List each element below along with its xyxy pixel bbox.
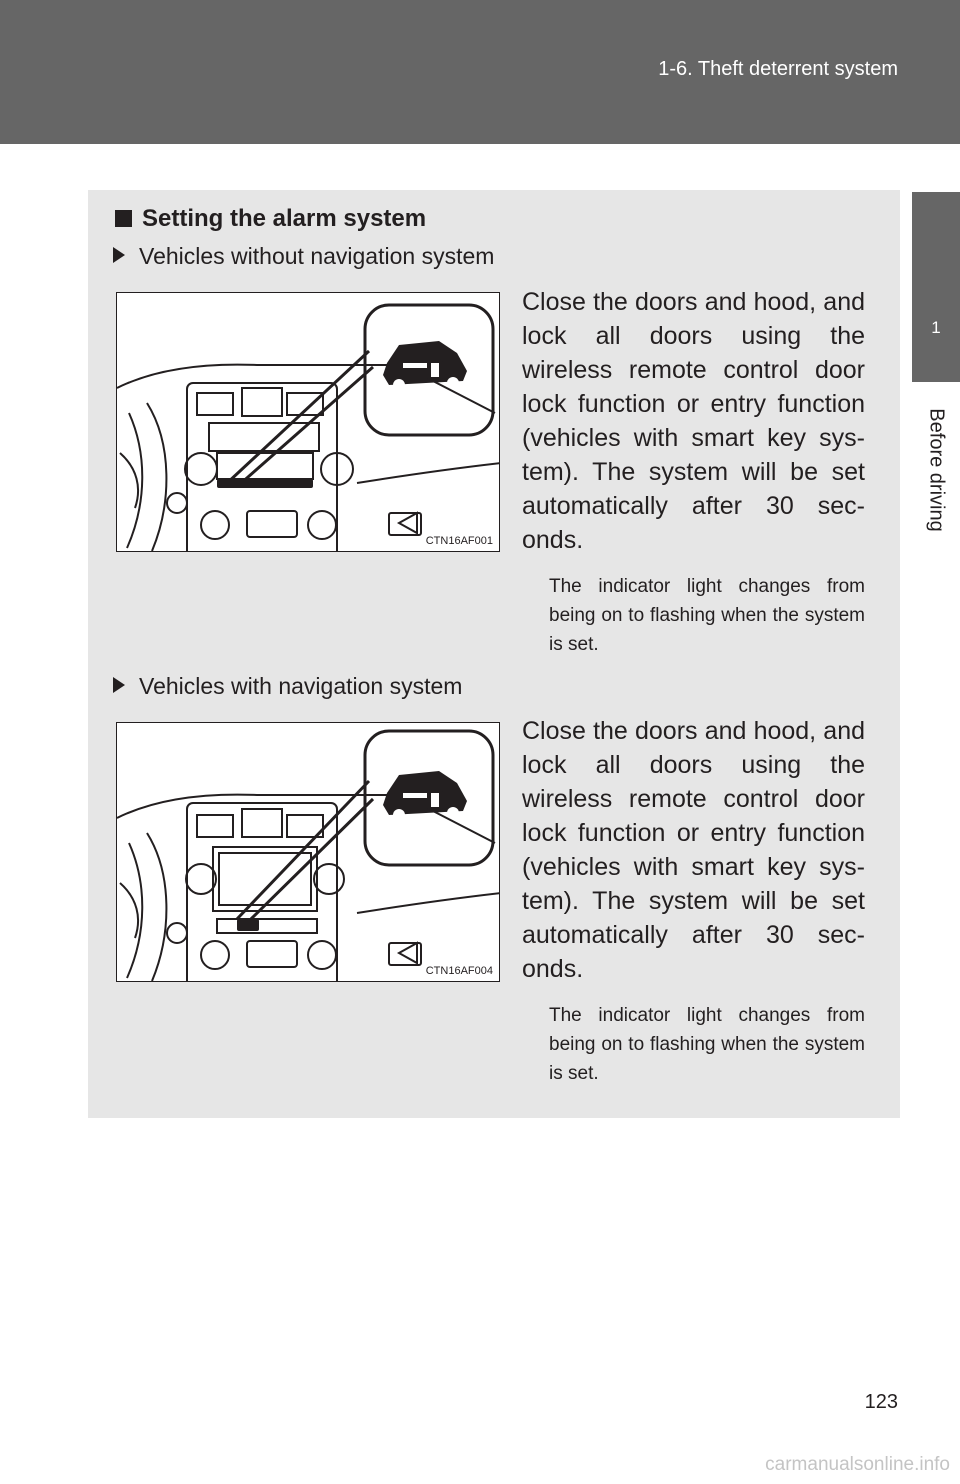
section-title bbox=[115, 205, 426, 233]
dashboard-illustration-with-nav bbox=[116, 722, 500, 982]
subheading-with-nav bbox=[113, 673, 462, 700]
subheading-text: Vehicles without navigation system bbox=[139, 243, 495, 269]
watermark: carmanualsonline.info bbox=[765, 1454, 950, 1475]
figure-code: CTN16AF001 bbox=[425, 535, 493, 547]
subheading-text: Vehicles with navigation system bbox=[139, 673, 463, 699]
indicator-note-without-nav: The indicator light changes from being on to flashing when the system is set. bbox=[549, 576, 865, 655]
triangle-bullet-icon bbox=[113, 247, 125, 263]
figure-code: CTN16AF004 bbox=[425, 965, 493, 977]
section-breadcrumb: 1-6. Theft deterrent system bbox=[658, 58, 898, 80]
chapter-tab bbox=[912, 192, 960, 382]
square-bullet-icon bbox=[115, 210, 132, 227]
instruction-text-with-nav: Close the doors and hood, and lock all doors using the wireless remote control door lock function or entry function (vehicles with smart key sys- tem). The system will be set automatically after 30 sec- onds. bbox=[522, 717, 865, 983]
indicator-note-with-nav: The indicator light changes from being on to flashing when the system is set. bbox=[549, 1005, 865, 1084]
instruction-text-without-nav: Close the doors and hood, and lock all doors using the wireless remote control door lock function or entry function (vehicles with smart key sys- tem). The system will be set automatically after 30 sec- onds. bbox=[522, 288, 865, 554]
triangle-bullet-icon bbox=[113, 677, 125, 693]
section-title-text: Setting the alarm system bbox=[142, 205, 427, 232]
page-number: 123 bbox=[864, 1391, 898, 1413]
subheading-without-nav bbox=[113, 243, 494, 270]
dashboard-illustration-without-nav bbox=[116, 292, 500, 552]
dashboard-drawing bbox=[117, 293, 500, 552]
chapter-number: 1 bbox=[931, 318, 941, 337]
page-header bbox=[0, 0, 960, 144]
dashboard-drawing bbox=[117, 723, 500, 982]
chapter-label-text: Before driving bbox=[925, 408, 948, 532]
